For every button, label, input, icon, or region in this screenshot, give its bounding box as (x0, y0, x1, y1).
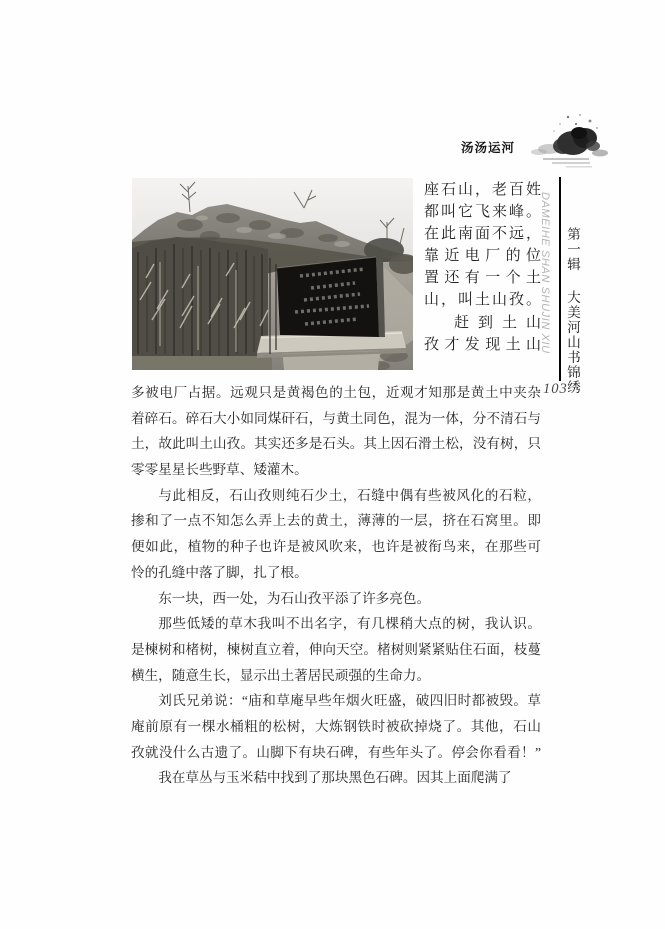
series-title-vertical (562, 227, 582, 395)
side-text-column (424, 179, 541, 356)
body-text-line: 零零星星长些野草、矮灌木。 (131, 462, 308, 478)
side-text-line: 孜才发现土山 (424, 336, 541, 353)
body-text-line: 刘氏兄弟说：“庙和草庵早些年烟火旺盛，破四旧时都被毁。草 (158, 693, 541, 709)
body-text-line: 是楝树和楮树，楝树直立着，伸向天空。楮树则紧紧贴住石面，枝蔓 (131, 641, 541, 657)
body-text-line: 东一块，西一处，为石山孜平添了许多亮色。 (158, 590, 431, 606)
side-text-line: 置还有一个土 (424, 270, 541, 287)
body-text-line: 土，故此叫土山孜。其实还多是石头。其上因石滑土松，没有树，只 (131, 436, 541, 452)
body-text-line: 我在草丛与玉米秸中找到了那块黑色石碑。因其上面爬满了 (158, 770, 512, 786)
volume-label: 第一辑 (565, 227, 580, 272)
body-text-line: 怜的孔缝中落了脚，扎了根。 (131, 564, 308, 580)
body-text-line: 与此相反，石山孜则纯石少土，石缝中偶有些被风化的石粒， (158, 487, 541, 503)
series-title-romanized: DAMEIHE SHAN SHUJIN XIU (539, 192, 551, 354)
body-text-line: 庵前原有一棵水桶粗的松树，大炼钢铁时被砍掉烧了。其他，石山 (131, 718, 541, 734)
sidebar-rule (559, 177, 561, 381)
side-text-line: 座石山，老百姓 (424, 182, 541, 198)
body-text-line: 横生，随意生长，显示出土著居民顽强的生命力。 (131, 667, 431, 683)
photo-graphic (132, 178, 413, 370)
body-text-line: 掺和了一点不知怎么弄上去的黄土，薄薄的一层，挤在石窝里。即 (131, 513, 541, 529)
body-text-line: 着碎石。碎石大小如同煤矸石，与黄土同色，混为一体，分不清石与 (131, 410, 541, 426)
side-text-line: 都叫它飞来峰。 (424, 204, 541, 221)
body-text-line: 多被电厂占据。远观只是黄褐色的土包，近观才知那是黄土中夹杂 (131, 385, 541, 400)
side-text-line: 在此南面不远， (424, 226, 541, 243)
series-name: 大美河山书锦绣 (565, 289, 580, 395)
side-text-line: 赶到土山 (454, 314, 541, 331)
body-text-line: 孜就没什么古遗了。山脚下有块石碑，有些年头了。停会你看看！” (131, 744, 541, 760)
side-text-line: 山，叫土山孜。 (424, 292, 541, 309)
body-text-column (131, 380, 541, 791)
side-text-line: 靠近电厂的位 (424, 248, 541, 265)
body-text-line: 那些低矮的草木我叫不出名字，有几棵稍大点的树，我认识。 (158, 616, 541, 632)
photo-stele (277, 257, 385, 337)
body-text-line: 便如此，植物的种子也许是被风吹来，也许是被衔鸟来，在那些可 (131, 539, 541, 555)
ink-wash-decoration-icon (521, 111, 611, 173)
page-number: 103 (543, 381, 568, 397)
running-head-title: 汤汤运河 (461, 141, 516, 155)
photo-cornfield (132, 237, 268, 356)
monument-hill-photo (132, 178, 413, 370)
